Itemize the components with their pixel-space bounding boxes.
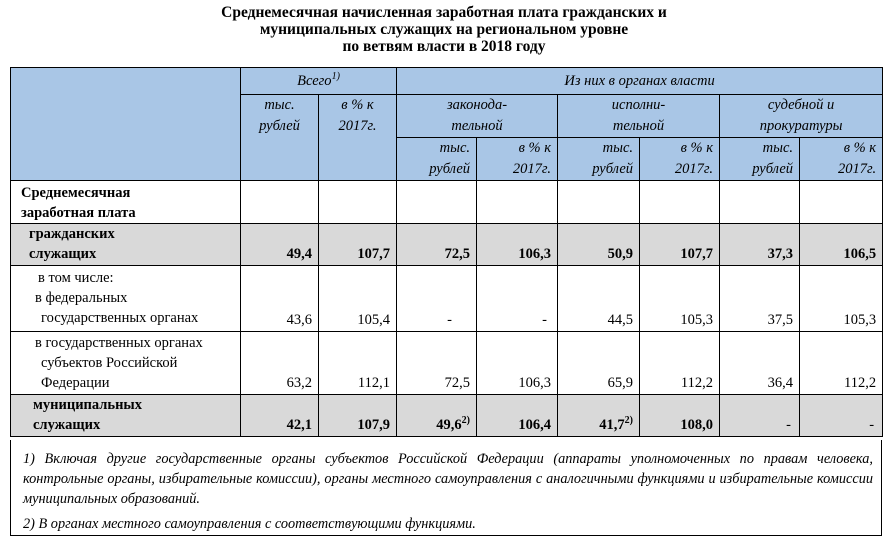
table-cell: 105,4 <box>319 266 397 332</box>
row-label: в государственных органах субъектов Российской Федерации <box>11 332 241 395</box>
legislative-a: законода- <box>446 97 508 113</box>
header-judicial <box>720 95 883 138</box>
exec-pct: в % к 2017г. <box>640 138 720 181</box>
table-cell: - <box>397 266 477 332</box>
table-cell: 108,0 <box>640 395 720 437</box>
footnote-mark: 1) <box>331 70 340 82</box>
row-avg-label <box>11 181 883 224</box>
row-regional <box>11 332 883 395</box>
footnote-mark: 2) <box>461 415 471 427</box>
salary-table <box>10 67 883 437</box>
executive-b: тельной <box>612 118 665 134</box>
table-cell: 107,9 <box>319 395 397 437</box>
judicial-b: прокуратуры <box>759 118 843 134</box>
footnote-mark: 2) <box>624 415 634 427</box>
table-cell: - <box>800 395 883 437</box>
table-cell: 49,6$^{2)}$ <box>397 395 477 437</box>
table-cell: - <box>720 395 800 437</box>
unit-text-a: тыс. <box>264 97 295 113</box>
row-municipal <box>11 395 883 437</box>
header-executive <box>558 95 720 138</box>
table-cell: - <box>477 266 558 332</box>
row-federal <box>11 266 883 332</box>
header-branches: Из них в органах власти <box>397 68 883 95</box>
table-cell: 112,1 <box>319 332 397 395</box>
title-line-2: муниципальных служащих на региональном уровне <box>259 21 629 38</box>
jud-unit: тыс. рублей <box>720 138 800 181</box>
table-cell: 44,5 <box>558 266 640 332</box>
table-cell: 106,5 <box>800 224 883 266</box>
table-cell: 112,2 <box>800 332 883 395</box>
judicial-a: судебной и <box>767 97 835 113</box>
table-cell: 43,6 <box>241 266 319 332</box>
pct-text-a: в % к <box>341 97 374 113</box>
header-total-pct <box>319 95 397 181</box>
leg-pct: в % к 2017г. <box>477 138 558 181</box>
footnote-2: 2) В органах местного самоуправления с соответствующими функциями. <box>23 516 476 532</box>
table-cell: 112,2 <box>640 332 720 395</box>
table-cell: 63,2 <box>241 332 319 395</box>
table-cell: 37,5 <box>720 266 800 332</box>
table-cell: 42,1 <box>241 395 319 437</box>
table-cell: 37,3 <box>720 224 800 266</box>
table-cell: 106,4 <box>477 395 558 437</box>
footnote-1: 1) Включая другие государственные органы субъектов Российской Федерации (аппараты уполномоченных по правам человека, контрольные органы, избирательные комиссии), органы местного самоуправления с аналогичными функциями и избирательные комиссии муниципальных образований. <box>23 451 873 507</box>
pct-text-b: 2017г. <box>338 118 377 134</box>
header-total-unit <box>241 95 319 181</box>
row-label: гражданских служащих <box>11 224 241 266</box>
row-label: в том числе: в федеральных государственных органах <box>11 266 241 332</box>
title-line-1: Среднемесячная начисленная заработная плата гражданских и <box>221 4 667 21</box>
header-legislative <box>397 95 558 138</box>
table-cell: 50,9 <box>558 224 640 266</box>
table-cell: 105,3 <box>800 266 883 332</box>
legislative-b: тельной <box>451 118 503 134</box>
header-row-1 <box>11 68 883 95</box>
table-cell: 49,4 <box>241 224 319 266</box>
table-cell: 41,7$^{2)}$ <box>558 395 640 437</box>
title-line-3: по ветвям власти в 2018 году <box>342 38 546 55</box>
table-cell: 36,4 <box>720 332 800 395</box>
table-cell: 72,5 <box>397 332 477 395</box>
leg-unit: тыс. рублей <box>397 138 477 181</box>
unit-text-b: рублей <box>259 118 300 134</box>
row-label: Среднемесячная заработная плата <box>11 181 241 224</box>
table-cell: 107,7 <box>319 224 397 266</box>
footnotes <box>10 440 882 536</box>
table-cell: 106,3 <box>477 332 558 395</box>
header-corner <box>11 68 241 181</box>
table-cell: 107,7 <box>640 224 720 266</box>
row-civil <box>11 224 883 266</box>
header-total <box>241 68 397 95</box>
row-label: муниципальных служащих <box>11 395 241 437</box>
jud-pct: в % к 2017г. <box>800 138 883 181</box>
table-cell: 72,5 <box>397 224 477 266</box>
table-cell: 106,3 <box>477 224 558 266</box>
exec-unit: тыс. рублей <box>558 138 640 181</box>
page-title <box>0 4 888 55</box>
header-total-label: Всего <box>297 72 332 89</box>
executive-a: исполни- <box>611 97 666 113</box>
table-cell: 105,3 <box>640 266 720 332</box>
table-cell: 65,9 <box>558 332 640 395</box>
